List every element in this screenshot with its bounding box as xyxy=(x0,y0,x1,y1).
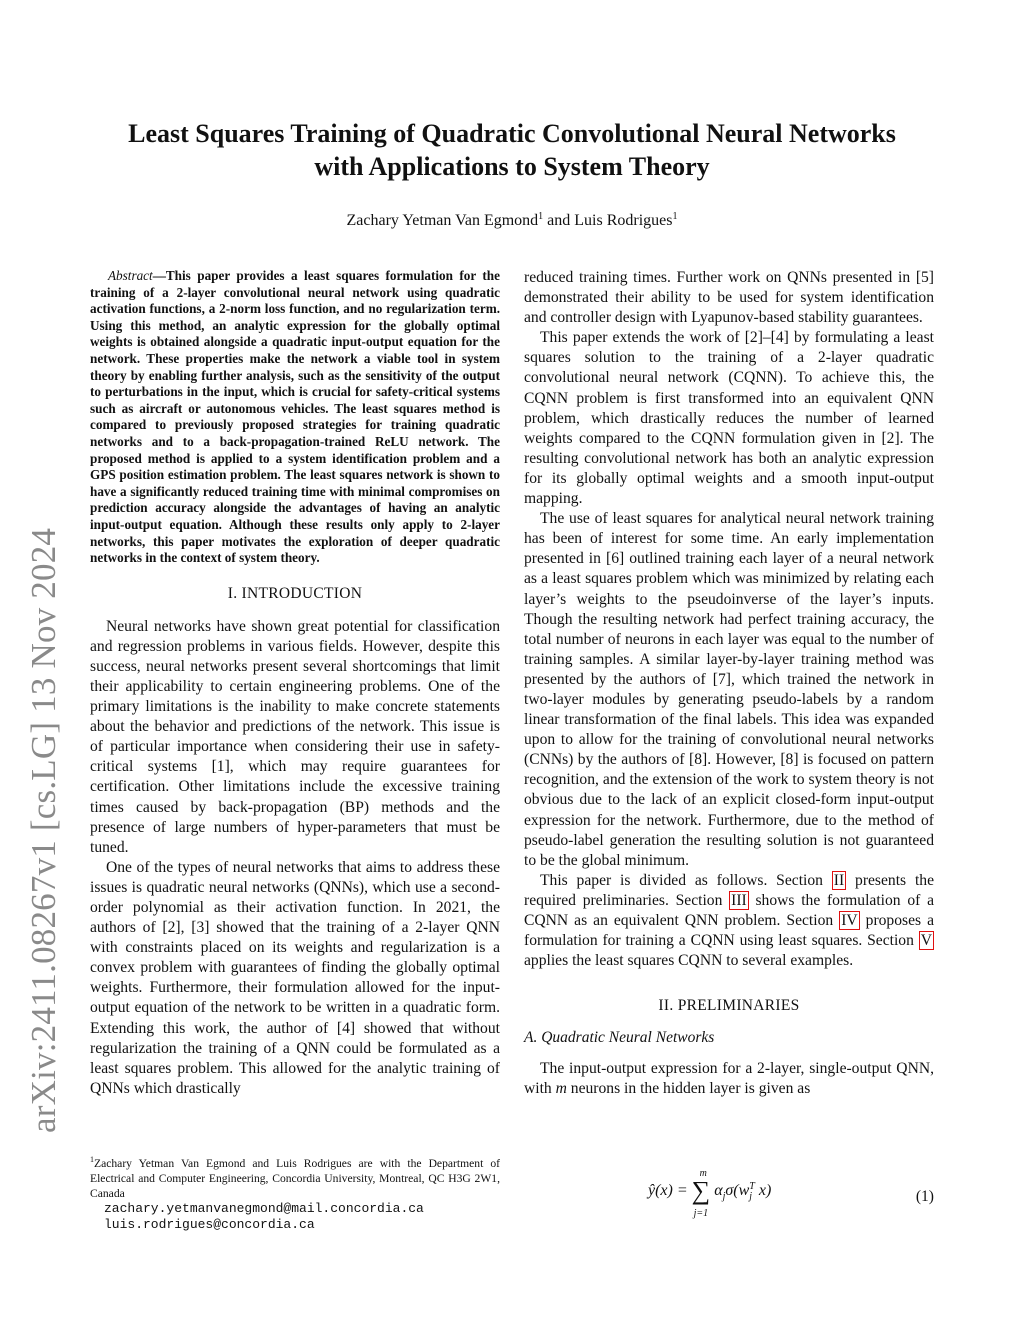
abstract-label: Abstract xyxy=(108,268,153,283)
abstract xyxy=(90,268,500,567)
equation-number: (1) xyxy=(915,1188,934,1205)
title-line-2: with Applications to System Theory xyxy=(314,152,710,181)
text-run: shows the formulation of a CQNN as an equivalent QNN problem. Section xyxy=(524,891,934,929)
author-list xyxy=(0,211,1024,230)
footnote-affiliation: Zachary Yetman Van Egmond and Luis Rodrigues are with the Department of Electrical and Computer Engineering, Concordia University, Montreal, QC H3G 2W1, Canada xyxy=(90,1156,500,1200)
left-column xyxy=(90,268,500,1099)
weight-subscript: j xyxy=(749,1191,753,1202)
section-heading-preliminaries: II. PRELIMINARIES xyxy=(658,997,800,1015)
paragraph: The use of least squares for analytical neural network training has been of interest for some time. An early implementation presented in [6] outlined training each layer of a neural network as a least squares problem which was minimized by relating each layer’s weights to the pseudoinverse of the layer’s inputs. Though the resulting network had perfect training accuracy, the total number of neurons in each layer was equal to the number of training samples. A similar layer-by-layer training method was presented by the authors of [7], which trained the network in two-layer modules by generating pseudo-labels by a random linear transformation of the final labels. This idea was expanded upon to allow for the training of convolutional neural networks (CNNs) by the authors of [8]. However, [8] is focused on pattern recognition, and the extension of the work to system theory is not obvious due to the lack of an explicit closed-form input-output expression for the network. Furthermore, due to the method of pseudo-label generation the resulting solution is not guaranteed to be the global minimum. xyxy=(524,510,934,869)
email-link[interactable]: zachary.yetmanvanegmond@mail.concordia.ca xyxy=(104,1200,424,1216)
variable-m: m xyxy=(555,1080,567,1098)
section-heading-introduction: I. INTRODUCTION xyxy=(227,584,363,602)
subsection-heading: A. Quadratic Neural Networks xyxy=(524,1029,715,1047)
weight-superscript: T xyxy=(749,1181,755,1192)
equation-lhs: ŷ(x) = xyxy=(648,1182,692,1199)
text-run: applies the least squares CQNN to several examples. xyxy=(524,952,854,970)
text-run: proposes a formulation for training a CQNN using least squares. Section xyxy=(524,912,934,950)
author-name: Zachary Yetman Van Egmond xyxy=(346,212,539,229)
affiliation-mark: 1 xyxy=(538,211,544,222)
abstract-dash: — xyxy=(152,268,166,283)
section-link-iii[interactable]: III xyxy=(731,891,747,909)
paragraph: One of the types of neural networks that aims to address these issues is quadratic neural networks (QNNs), which use a second-order polynomial as their activation function. In 2021, the authors of [2], [3] showed that the training of a 2-layer QNN with constraints placed on its weights and regularization is a convex problem with guarantees of finding the globally optimal weights. Furthermore, their formulation allowed for the input-output equation of the network to be written in a quadratic form. Extending this work, the author of [4] showed that without regularization the training of a QNN could be formulated as a least squares problem. This allowed for the analytic training of QNNs which drastically xyxy=(90,858,500,1097)
paragraph-outline xyxy=(524,871,934,971)
abstract-text: This paper provides a least squares formulation for the training of a 2-layer convolutional neural network using quadratic activation functions, a 2-norm loss function, and no regularization term. Using this method, an analytic expression for the globally optimal weights is obtained alongside a quadratic input-output equation for the network. These properties make the network a viable tool in system theory by enabling further analysis, such as the sensitivity of the output to perturbations in the input, which is crucial for safety-critical systems such as aircraft or autonomous vehicles. The least squares method is compared to previously proposed strategies for training quadratic networks and to a back-propagation-trained ReLU network. The proposed method is applied to a system identification problem and a GPS position estimation problem. The least squares network is shown to have a significantly reduced training time with minimal compromises on prediction accuracy alongside the advantages of having an analytic input-output equation. Although these results only apply to 2-layer networks, this paper motivates the exploration of deeper quadratic networks in the context of system theory. xyxy=(90,268,500,566)
sum-symbol: ∑ xyxy=(691,1176,711,1205)
arxiv-identifier: arXiv:2411.08267v1 [cs.LG] 13 Nov 2024 xyxy=(24,527,63,1133)
section-link-iv[interactable]: IV xyxy=(841,912,858,929)
summation xyxy=(691,1168,711,1219)
paragraph: Neural networks have shown great potential for classification and regression problems in various fields. However, despite this success, neural networks present several shortcomings that limit their applicability to certain engineering problems. One of the primary limitations is the inability to make concrete statements about the behavior and predictions of the network. This issue is of particular importance when considering their use in safety-critical systems [1], which may require guarantees for certification. Other limitations include the excessive training times caused by back-propagation (BP) methods and the presence of large numbers of hyper-parameters that must be tuned. xyxy=(90,617,500,856)
footnote-text xyxy=(90,1152,500,1201)
affiliation-mark: 1 xyxy=(672,211,678,222)
footnote-mark: 1 xyxy=(90,1155,94,1164)
text-run: presents the required preliminaries. Section xyxy=(524,871,934,909)
sum-lower-limit: j=1 xyxy=(693,1208,709,1219)
author-name: Luis Rodrigues xyxy=(574,212,673,229)
text-run: The input-output expression for a 2-layer, single-output QNN, with xyxy=(524,1060,934,1098)
section-link-v[interactable]: V xyxy=(920,932,932,950)
text-run: neurons in the hidden layer is given as xyxy=(566,1080,811,1098)
alpha-symbol: α xyxy=(714,1182,723,1199)
equation-body xyxy=(648,1168,772,1219)
paragraph-continued: reduced training times. Further work on QNNs presented in [5] demonstrated their ability to be used for system identification and controller design with Lyapunov-based stability guarantees. xyxy=(524,269,934,327)
sigma-symbol: σ( xyxy=(725,1182,739,1199)
footnote xyxy=(90,1152,500,1233)
text-run: This paper is divided as follows. Section xyxy=(540,871,832,889)
paper-title xyxy=(0,117,1024,183)
equation-1 xyxy=(524,1168,934,1224)
email-link[interactable]: luis.rodrigues@concordia.ca xyxy=(104,1216,315,1232)
sum-upper-limit: m xyxy=(699,1168,707,1179)
equation-tail: x) xyxy=(754,1182,772,1199)
section-link-ii[interactable]: II xyxy=(833,871,845,889)
author-connector: and xyxy=(543,212,575,229)
right-column xyxy=(524,268,934,1099)
alpha-subscript: j xyxy=(722,1191,726,1203)
paragraph xyxy=(524,1059,934,1099)
weight-symbol: w xyxy=(738,1182,750,1199)
title-line-1: Least Squares Training of Quadratic Convolutional Neural Networks xyxy=(128,119,896,148)
paragraph: This paper extends the work of [2]–[4] by formulating a least squares solution to the training of a 2-layer quadratic convolutional neural network (CQNN). To achieve this, the CQNN problem is first transformed into an equivalent QNN problem, which drastically reduces the number of learned weights compared to the CQNN formulation given in [2]. The resulting convolutional network has both an analytic expression for its globally optimal weights and a smooth input-output mapping. xyxy=(524,329,934,508)
